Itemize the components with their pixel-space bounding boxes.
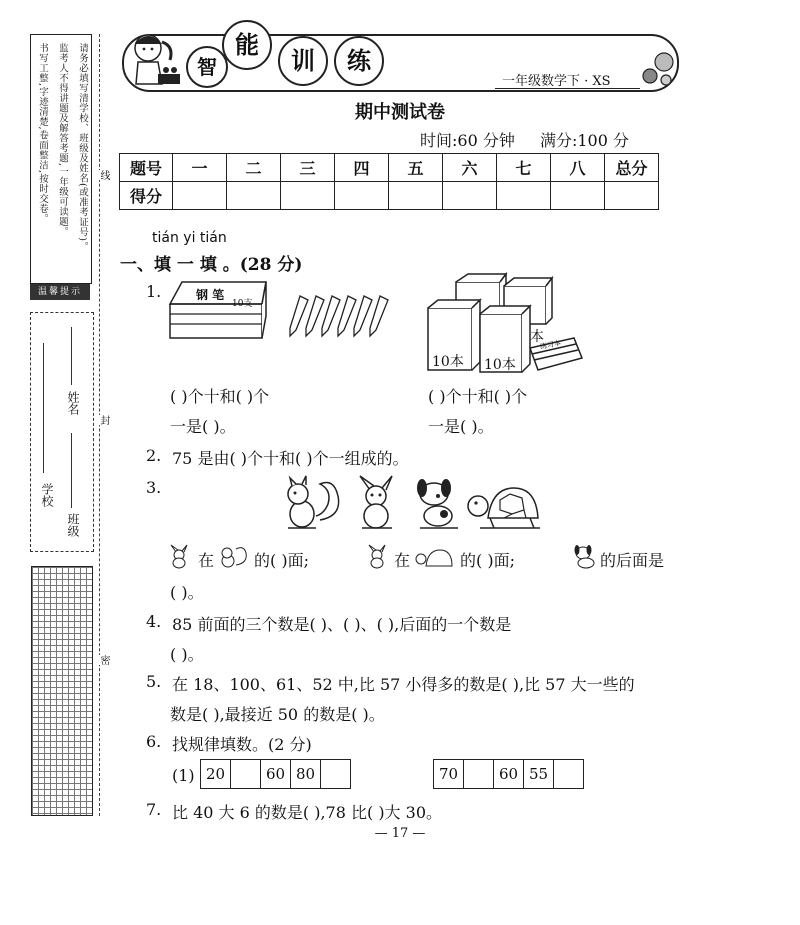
sequence-boxes-1 — [200, 759, 351, 789]
sequence-cell: 60 — [494, 760, 524, 788]
class-line[interactable] — [71, 433, 72, 508]
book-label-2: 10本 — [484, 357, 516, 373]
score-header-cell: 七 — [497, 154, 551, 182]
score-cell[interactable] — [173, 182, 227, 210]
score-cell[interactable] — [281, 182, 335, 210]
notice-box — [30, 34, 92, 284]
score-header-cell: 题号 — [120, 154, 173, 182]
score-row-label: 得分 — [120, 182, 173, 210]
score-cell[interactable] — [443, 182, 497, 210]
q4-number: 4. — [146, 612, 162, 631]
score-value-row — [120, 182, 659, 210]
sequence-cell: 60 — [261, 760, 291, 788]
rabbit-small-icon — [168, 545, 192, 569]
section-heading: 一、填 一 填 。(28 分) — [120, 255, 303, 275]
six-pens-icon — [288, 292, 392, 340]
bubble-neng: 能 — [222, 20, 272, 70]
q4-text: 85 前面的三个数是( )、( )、( ),后面的一个数是 — [172, 615, 512, 634]
notice-badge: 温馨提示 — [30, 284, 90, 300]
q1-left-line2: 一是( )。 — [170, 417, 236, 436]
notice-line-1: 请务必填写清学校、班级及姓名(或准考证号)。 — [77, 43, 88, 252]
turtle-small-icon — [414, 548, 454, 570]
squirrel-small-icon — [218, 545, 248, 569]
score-cell[interactable] — [227, 182, 281, 210]
section-pinyin: tián yi tián — [152, 230, 227, 246]
score-header-row — [120, 154, 659, 182]
dog-small-icon — [572, 545, 598, 569]
q3-text-1: 在 — [198, 551, 215, 570]
q1-left-line1: ( )个十和( )个 — [170, 387, 270, 406]
notice-line-2: 监考人不得讲题及解答考题,一年级可读题。 — [57, 43, 68, 237]
sequence-boxes-2 — [433, 759, 584, 789]
pen-box-label: 钢 笔 — [196, 288, 225, 302]
q3-text-2: 的( )面; — [254, 551, 309, 570]
score-header-cell: 一 — [173, 154, 227, 182]
class-label: 班级 — [66, 513, 80, 537]
sequence-blank[interactable] — [231, 760, 261, 788]
turtle-icon — [464, 482, 542, 532]
q1-number: 1. — [146, 282, 162, 301]
sequence-cell: 70 — [434, 760, 464, 788]
score-cell[interactable] — [551, 182, 605, 210]
name-line[interactable] — [71, 327, 72, 385]
score-table — [119, 153, 659, 210]
score-header-cell: 六 — [443, 154, 497, 182]
score-cell[interactable] — [605, 182, 659, 210]
bubble-lian: 练 — [334, 36, 384, 86]
sequence-cell: 20 — [201, 760, 231, 788]
q3-number: 3. — [146, 478, 162, 497]
q5-number: 5. — [146, 672, 162, 691]
scratch-grid — [31, 566, 93, 816]
dog-icon — [410, 478, 466, 532]
q6-text: 找规律填数。(2 分) — [172, 735, 312, 754]
page-number: — 17 — — [374, 826, 426, 841]
q3-line2: ( )。 — [170, 583, 204, 602]
full-score: 满分:100 分 — [539, 131, 629, 150]
notice-line-3: 书写工整,字迹清楚,卷面整洁,按时交卷。 — [37, 43, 48, 224]
q7-text: 比 40 大 6 的数是( ),78 比( )大 30。 — [172, 803, 443, 822]
booklet-label: 练习本 — [539, 338, 562, 352]
grade-label: 一年级数学下 · XS — [502, 74, 611, 89]
score-header-cell: 二 — [227, 154, 281, 182]
school-line[interactable] — [43, 343, 44, 473]
cut-label-feng: 封 — [98, 415, 109, 425]
score-header-cell: 四 — [335, 154, 389, 182]
q3-text-5: 的后面是 — [600, 551, 665, 570]
q1-right-line1: ( )个十和( )个 — [428, 387, 528, 406]
bubble-xun: 训 — [278, 36, 328, 86]
book-label-3: 本 — [530, 329, 544, 345]
name-label: 姓名 — [66, 391, 80, 415]
score-header-cell: 八 — [551, 154, 605, 182]
q2-number: 2. — [146, 446, 162, 465]
rabbit-icon — [352, 476, 406, 532]
pen-box-count: 10支 — [232, 299, 253, 309]
score-header-cell: 三 — [281, 154, 335, 182]
bubble-zhi: 智 — [186, 46, 228, 88]
q6-sub-label: (1) — [172, 766, 195, 785]
cut-label-xian: 线 — [98, 170, 109, 180]
q1-right-line2: 一是( )。 — [428, 417, 494, 436]
score-cell[interactable] — [335, 182, 389, 210]
decorative-balls-icon — [638, 48, 678, 88]
time-info — [420, 128, 629, 151]
rabbit-small-icon — [366, 545, 390, 569]
girl-illustration-icon — [118, 26, 188, 92]
sequence-blank[interactable] — [464, 760, 494, 788]
q5-line2: 数是( ),最接近 50 的数是( )。 — [170, 705, 385, 724]
student-info-box — [30, 312, 94, 552]
score-header-cell: 总分 — [605, 154, 659, 182]
sequence-cell: 55 — [524, 760, 554, 788]
q7-number: 7. — [146, 800, 162, 819]
sequence-blank[interactable] — [554, 760, 583, 788]
q6-number: 6. — [146, 732, 162, 751]
time-limit: 时间:60 分钟 — [420, 131, 515, 150]
score-cell[interactable] — [497, 182, 551, 210]
q5-text: 在 18、100、61、52 中,比 57 小得多的数是( ),比 57 大一些的 — [172, 675, 635, 694]
score-header-cell: 五 — [389, 154, 443, 182]
q3-text-3: 在 — [394, 551, 411, 570]
page-title: 期中测试卷 — [355, 102, 445, 123]
cut-line — [99, 34, 100, 816]
q3-text-4: 的( )面; — [460, 551, 515, 570]
sequence-blank[interactable] — [321, 760, 350, 788]
school-label: 学校 — [40, 483, 54, 507]
squirrel-icon — [280, 476, 344, 532]
q2-text: 75 是由( )个十和( )个一组成的。 — [172, 449, 409, 468]
cut-label-mi: 密 — [98, 655, 109, 665]
score-cell[interactable] — [389, 182, 443, 210]
book-label-1: 10本 — [432, 354, 464, 370]
q4-line2: ( )。 — [170, 645, 204, 664]
sequence-cell: 80 — [291, 760, 321, 788]
